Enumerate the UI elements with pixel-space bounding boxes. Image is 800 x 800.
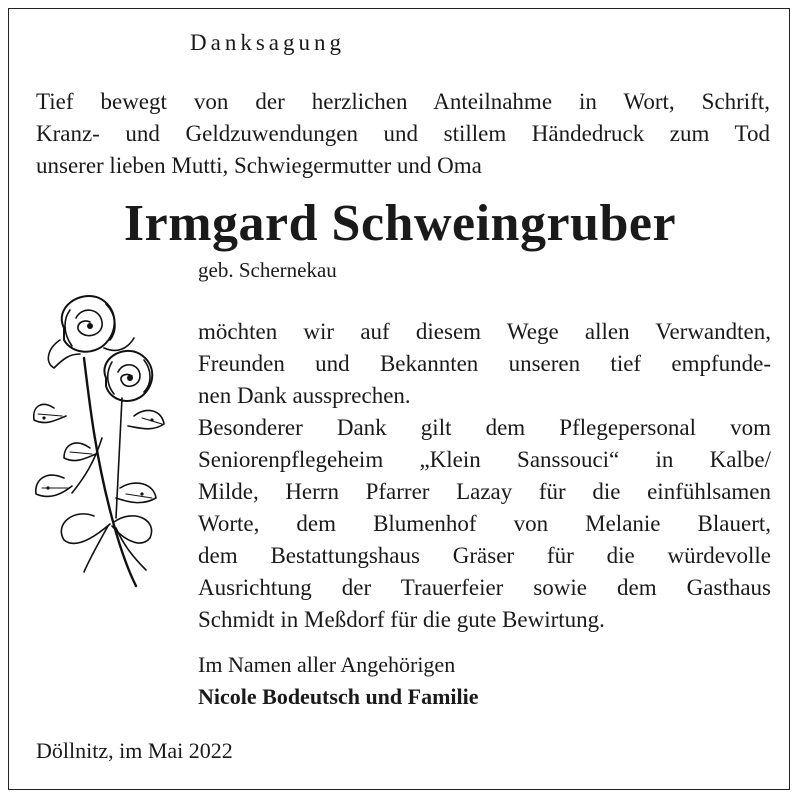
thanks-line: Freunden und Bekannten unseren tief empfunde-: [198, 351, 771, 376]
intro-paragraph: [36, 86, 770, 182]
heading: Danksagung: [190, 30, 345, 55]
birth-name: geb. Schernekau: [198, 258, 337, 282]
thanks-line: möchten wir auf diesem Wege allen Verwandten,: [198, 319, 771, 344]
thanks-line: Besonderer Dank gilt dem Pflegepersonal vom: [198, 415, 771, 440]
thanks-line: nen Dank aussprechen.: [198, 383, 411, 408]
thanks-line: Schmidt in Meßdorf für die gute Bewirtung.: [198, 607, 605, 632]
intro-line: Kranz- und Geldzuwendungen und stillem Händedruck zum Tod: [36, 121, 770, 146]
thanks-paragraph: [198, 316, 771, 636]
place-date: Döllnitz, im Mai 2022: [36, 738, 233, 763]
thanks-line: Milde, Herrn Pfarrer Lazay für die einfühlsamen: [198, 479, 771, 504]
thanks-line: Ausrichtung der Trauerfeier sowie dem Gasthaus: [198, 575, 771, 600]
signature-names: Nicole Bodeutsch und Familie: [198, 684, 479, 709]
intro-line: Tief bewegt von der herzlichen Anteilnahme in Wort, Schrift,: [36, 89, 770, 114]
thanks-line: Seniorenpflegeheim „Klein Sanssouci“ in Kalbe/: [198, 447, 771, 472]
signature-intro: Im Namen aller Angehörigen: [198, 652, 456, 677]
thanks-line: Worte, dem Blumenhof von Melanie Blauert,: [198, 511, 771, 536]
intro-line: unserer lieben Mutti, Schwiegermutter und Oma: [36, 153, 482, 178]
deceased-name: Irmgard Schweingruber: [123, 195, 677, 252]
rose-illustration: [24, 288, 174, 588]
thanks-line: dem Bestattungshaus Gräser für die würdevolle: [198, 543, 771, 568]
